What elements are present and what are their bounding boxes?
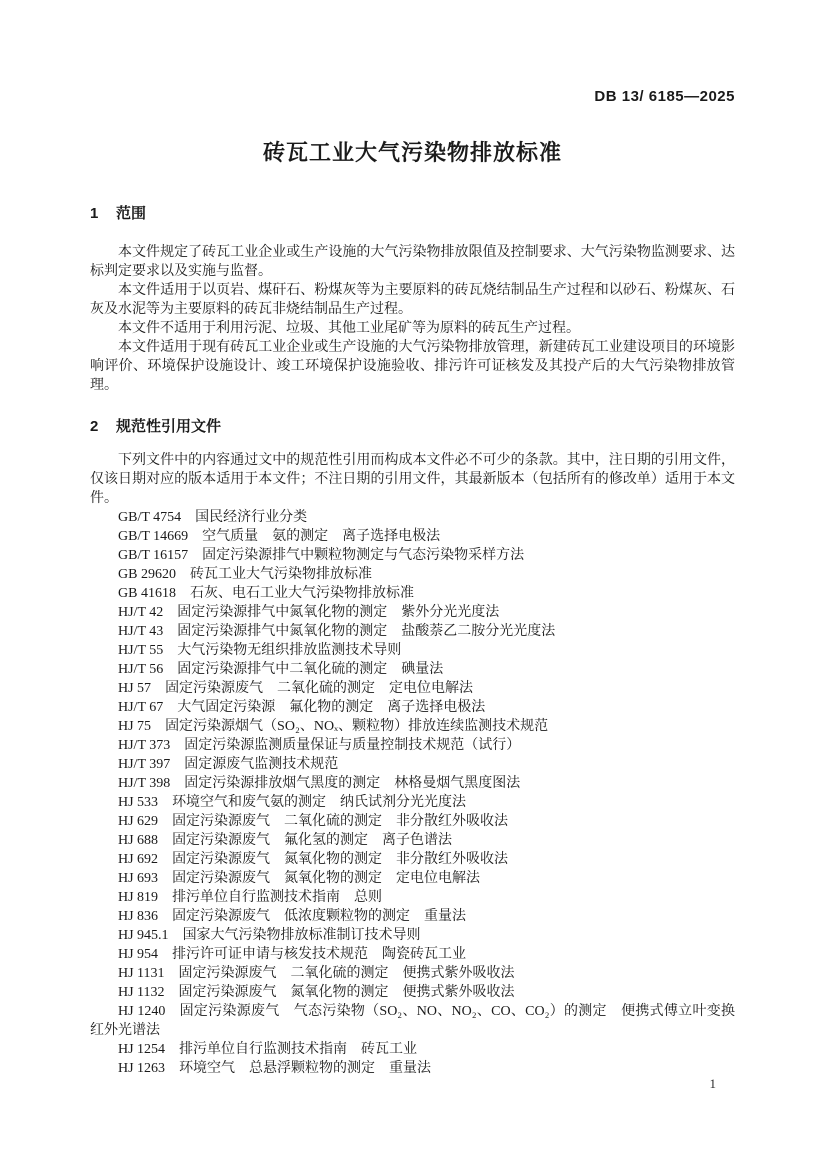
- reference-entry: [90, 584, 735, 603]
- page-content: [90, 0, 735, 1078]
- reference-code: HJ 1131: [118, 966, 165, 981]
- reference-entry: [90, 945, 735, 964]
- reference-entry: [90, 869, 735, 888]
- reference-code: HJ/T 67: [118, 700, 164, 715]
- section-1-heading: [90, 204, 735, 224]
- reference-entry: [90, 850, 735, 869]
- reference-title: 排污单位自行监测技术指南 砖瓦工业: [179, 1042, 418, 1057]
- reference-entry: [90, 546, 735, 565]
- reference-title: 固定污染源烟气（SO₂、NOₓ、颗粒物）排放连续监测技术规范: [165, 719, 549, 734]
- reference-title: 排污单位自行监测技术指南 总则: [172, 890, 383, 905]
- reference-title: 大气固定污染源 氟化物的测定 离子选择电极法: [177, 700, 486, 715]
- section-1-title: 范围: [116, 205, 147, 222]
- reference-title: 固定污染源废气 氮氧化物的测定 便携式紫外吸收法: [178, 985, 515, 1000]
- reference-code: HJ 692: [118, 852, 159, 867]
- reference-title: 固定污染源废气 二氧化硫的测定 定电位电解法: [165, 681, 474, 696]
- reference-entry: [90, 888, 735, 907]
- reference-entry: [90, 983, 735, 1002]
- reference-code: HJ/T 398: [118, 776, 171, 791]
- reference-code: HJ/T 43: [118, 624, 164, 639]
- reference-code: GB/T 14669: [118, 529, 189, 544]
- reference-code: HJ 954: [118, 947, 159, 962]
- reference-title: 环境空气和废气氨的测定 纳氏试剂分光光度法: [172, 795, 467, 810]
- scope-paragraph: 本文件适用于现有砖瓦工业企业或生产设施的大气污染物排放管理，新建砖瓦工业建设项目的环境影响评价、环境保护设施设计、竣工环境保护设施验收、排污许可证核发及其投产后的大气污染物排放管理。: [90, 340, 735, 393]
- reference-code: HJ 945.1: [118, 928, 169, 943]
- section-normative-references: [90, 417, 735, 1078]
- reference-entry: [90, 1040, 735, 1059]
- reference-code: HJ/T 42: [118, 605, 164, 620]
- reference-code: HJ 629: [118, 814, 159, 829]
- reference-code: HJ 1132: [118, 985, 165, 1000]
- reference-code: GB/T 16157: [118, 548, 189, 563]
- reference-title: 固定污染源废气 氮氧化物的测定 非分散红外吸收法: [172, 852, 509, 867]
- reference-title: 固定污染源排放烟气黑度的测定 林格曼烟气黑度图法: [184, 776, 521, 791]
- reference-title: 固定污染源废气 氮氧化物的测定 定电位电解法: [172, 871, 481, 886]
- reference-entry: [90, 793, 735, 812]
- section-1-body: [90, 243, 735, 395]
- reference-entry: [90, 508, 735, 527]
- reference-entry: [90, 717, 735, 736]
- reference-title: 固定污染源废气 二氧化硫的测定 非分散红外吸收法: [172, 814, 509, 829]
- reference-entry: [90, 641, 735, 660]
- reference-title: 固定污染源废气 气态污染物（SO₂、NO、NO₂、CO、CO₂）的测定 便携式傅立叶变换红外光谱法: [90, 1004, 735, 1038]
- references-list: [90, 508, 735, 1078]
- reference-entry: [90, 1002, 735, 1040]
- reference-entry: [90, 622, 735, 641]
- reference-entry: [90, 831, 735, 850]
- reference-code: HJ 819: [118, 890, 159, 905]
- scope-paragraph: 本文件不适用于利用污泥、垃圾、其他工业尾矿等为原料的砖瓦生产过程。: [118, 321, 580, 336]
- section-1-number: 1: [90, 205, 99, 222]
- reference-code: GB 29620: [118, 567, 176, 582]
- reference-title: 石灰、电石工业大气污染物排放标准: [189, 586, 414, 601]
- reference-code: HJ 533: [118, 795, 159, 810]
- section-scope: [90, 204, 735, 395]
- document-title: 砖瓦工业大气污染物排放标准: [262, 140, 562, 165]
- reference-code: HJ/T 397: [118, 757, 171, 772]
- reference-code: GB/T 4754: [118, 510, 182, 525]
- reference-entry: [90, 907, 735, 926]
- reference-code: HJ 693: [118, 871, 159, 886]
- reference-title: 固定污染源排气中氮氧化物的测定 盐酸萘乙二胺分光光度法: [177, 624, 556, 639]
- reference-code: HJ 688: [118, 833, 159, 848]
- reference-entry: [90, 603, 735, 622]
- document-header: [90, 88, 735, 106]
- reference-entry: [90, 926, 735, 945]
- reference-title: 固定污染源排气中颗粒物测定与气态污染物采样方法: [202, 548, 525, 563]
- reference-title: 固定污染源排气中二氧化硫的测定 碘量法: [177, 662, 444, 677]
- reference-code: HJ 1240: [118, 1004, 166, 1019]
- reference-title: 砖瓦工业大气污染物排放标准: [189, 567, 372, 582]
- reference-title: 国家大气污染物排放标准制订技术导则: [182, 928, 421, 943]
- reference-entry: [90, 698, 735, 717]
- scope-paragraph: 本文件规定了砖瓦工业企业或生产设施的大气污染物排放限值及控制要求、大气污染物监测要求、达标判定要求以及实施与监督。: [90, 245, 735, 279]
- reference-title: 大气污染物无组织排放监测技术导则: [177, 643, 402, 658]
- reference-title: 国民经济行业分类: [195, 510, 308, 525]
- reference-code: GB 41618: [118, 586, 176, 601]
- reference-entry: [90, 736, 735, 755]
- reference-title: 空气质量 氨的测定 离子选择电极法: [202, 529, 441, 544]
- standard-number: DB 13/ 6185—2025: [594, 88, 735, 105]
- reference-code: HJ 1263: [118, 1061, 166, 1076]
- reference-code: HJ 1254: [118, 1042, 166, 1057]
- reference-entry: [90, 774, 735, 793]
- section-2-title: 规范性引用文件: [116, 418, 222, 435]
- reference-code: HJ/T 373: [118, 738, 171, 753]
- reference-code: HJ 57: [118, 681, 152, 696]
- section-2-number: 2: [90, 418, 99, 435]
- reference-code: HJ 75: [118, 719, 152, 734]
- reference-title: 环境空气 总悬浮颗粒物的测定 重量法: [179, 1061, 432, 1076]
- section-2-heading: [90, 417, 735, 437]
- reference-entry: [90, 679, 735, 698]
- reference-entry: [90, 660, 735, 679]
- reference-entry: [90, 964, 735, 983]
- reference-code: HJ/T 55: [118, 643, 164, 658]
- reference-title: 固定污染源排气中氮氧化物的测定 紫外分光光度法: [177, 605, 500, 620]
- references-intro-paragraph: 下列文件中的内容通过文中的规范性引用而构成本文件必不可少的条款。其中，注日期的引用文件，仅该日期对应的版本适用于本文件；不注日期的引用文件，其最新版本（包括所有的修改单）适用于本文件。: [90, 453, 735, 506]
- reference-code: HJ 836: [118, 909, 159, 924]
- page-number: 1: [709, 1076, 716, 1091]
- reference-title: 排污许可证申请与核发技术规范 陶瓷砖瓦工业: [172, 947, 467, 962]
- reference-entry: [90, 565, 735, 584]
- scope-paragraph: 本文件适用于以页岩、煤矸石、粉煤灰等为主要原料的砖瓦烧结制品生产过程和以砂石、粉煤灰、石灰及水泥等为主要原料的砖瓦非烧结制品生产过程。: [90, 283, 735, 317]
- reference-entry: [90, 1059, 735, 1078]
- reference-code: HJ/T 56: [118, 662, 164, 677]
- reference-title: 固定污染源废气 二氧化硫的测定 便携式紫外吸收法: [178, 966, 515, 981]
- reference-title: 固定污染源废气 低浓度颗粒物的测定 重量法: [172, 909, 467, 924]
- reference-entry: [90, 755, 735, 774]
- reference-entry: [90, 527, 735, 546]
- reference-title: 固定源废气监测技术规范: [184, 757, 339, 772]
- reference-title: 固定污染源废气 氟化氢的测定 离子色谱法: [172, 833, 453, 848]
- reference-entry: [90, 812, 735, 831]
- reference-title: 固定污染源监测质量保证与质量控制技术规范（试行）: [184, 738, 521, 753]
